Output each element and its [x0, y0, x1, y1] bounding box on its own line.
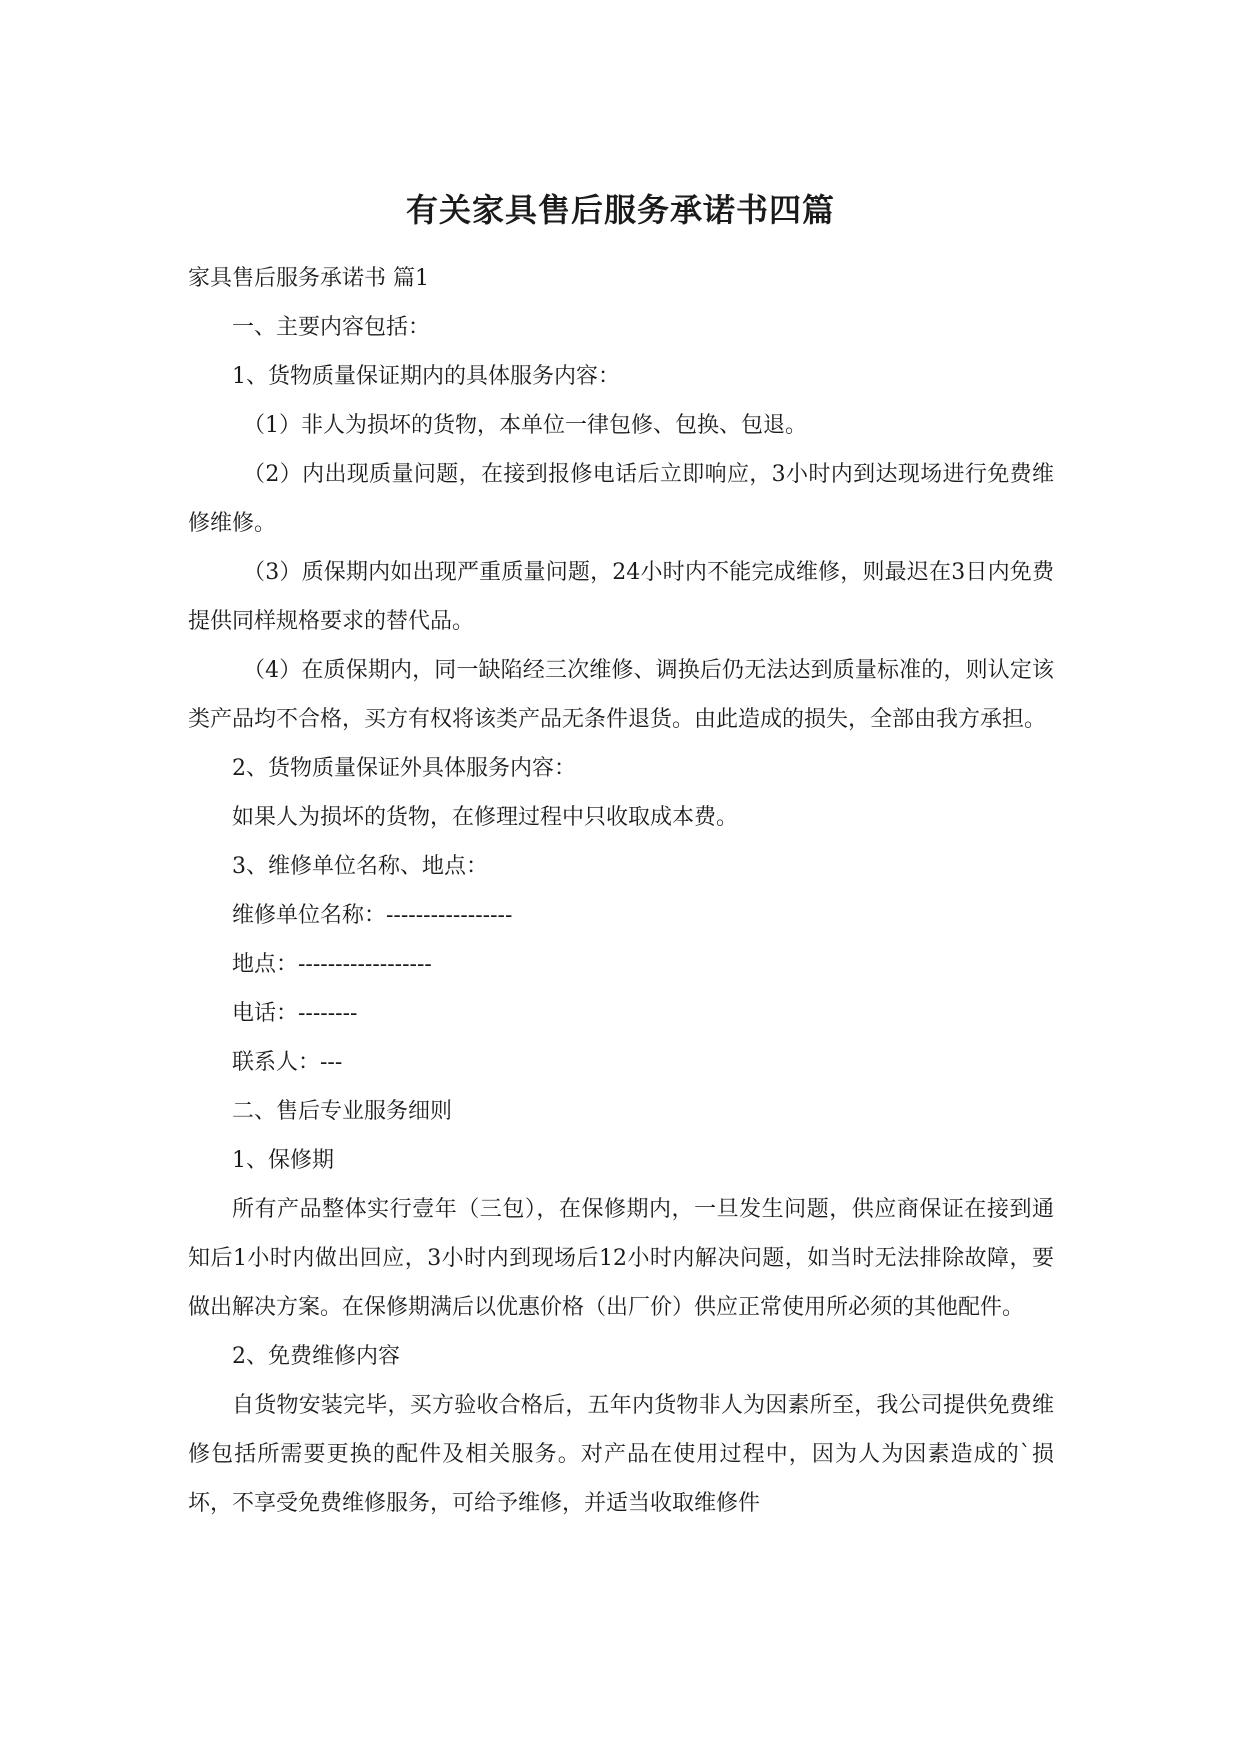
- paragraph: 电话：--------: [232, 1001, 358, 1026]
- paragraph: 3、维修单位名称、地点：: [232, 854, 488, 879]
- paragraph: 地点：------------------: [232, 952, 432, 977]
- paragraph: 维修单位名称：-----------------: [232, 903, 513, 928]
- document-title: 有关家具售后服务承诺书四篇: [405, 191, 835, 229]
- paragraph: 二、售后专业服务细则: [232, 1099, 453, 1124]
- paragraph: 1、保修期: [232, 1148, 334, 1173]
- paragraph: 一、主要内容包括：: [232, 315, 431, 340]
- paragraph: 联系人：---: [232, 1050, 343, 1075]
- paragraph: 家具售后服务承诺书 篇1: [188, 266, 429, 291]
- paragraph: （1）非人为损坏的货物，本单位一律包修、包换、包退。: [243, 413, 807, 438]
- paragraph: （2）内出现质量问题，在接到报修电话后立即响应，3小时内到达现场进行免费维修维修。: [188, 462, 1054, 536]
- paragraph: （4）在质保期内，同一缺陷经三次维修、调换后仍无法达到质量标准的，则认定该类产品均不合格，买方有权将该类产品无条件退货。由此造成的损失，全部由我方承担。: [188, 658, 1054, 732]
- paragraph: 所有产品整体实行壹年（三包），在保修期内，一旦发生问题，供应商保证在接到通知后1小时内做出回应，3小时内到现场后12小时内解决问题，如当时无法排除故障，要做出解决方案。在保修期满后以优惠价格（出厂价）供应正常使用所必须的其他配件。: [188, 1197, 1054, 1320]
- paragraph: 如果人为损坏的货物，在修理过程中只收取成本费。: [232, 805, 739, 830]
- paragraph: 1、货物质量保证期内的具体服务内容：: [232, 364, 620, 389]
- paragraph: 2、货物质量保证外具体服务内容：: [232, 756, 576, 781]
- paragraph: 2、免费维修内容: [232, 1344, 400, 1369]
- paragraph: 自货物安装完毕，买方验收合格后，五年内货物非人为因素所至，我公司提供免费维修包括所需要更换的配件及相关服务。对产品在使用过程中，因为人为因素造成的`损坏，不享受免费维修服务，可给予维修，并适当收取维修件: [188, 1393, 1054, 1516]
- document-body: [188, 254, 1054, 1528]
- paragraph: （3）质保期内如出现严重质量问题，24小时内不能完成维修，则最迟在3日内免费提供同样规格要求的替代品。: [188, 560, 1054, 634]
